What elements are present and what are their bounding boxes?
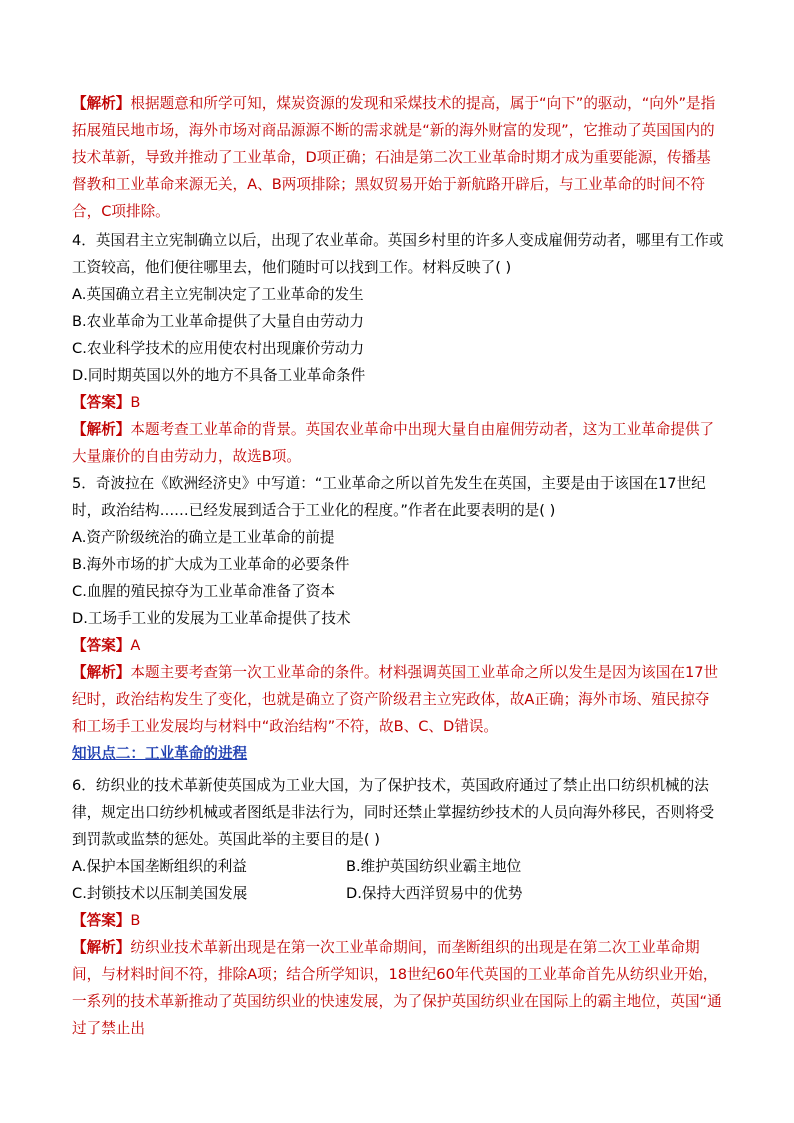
q5-option-c: C.血腥的殖民掠夺为工业革命准备了资本 (72, 583, 335, 600)
question-4-stem: 4．英国君主立宪制确立以后，出现了农业革命。英国乡村里的许多人变成雇佣劳动者，哪里有工作或工资较高，他们便往哪里去，他们随时可以找到工作。材料反映了( ) (72, 232, 724, 276)
answer-tag: 【答案】 (72, 394, 131, 411)
answer-value: B (130, 394, 141, 411)
q4-option-a: A.英国确立君主立宪制决定了工业革命的发生 (72, 286, 364, 303)
q4-option-d: D.同时期英国以外的地方不具备工业革命条件 (72, 367, 366, 384)
q5-option-a: A.资产阶级统治的确立是工业革命的前提 (72, 529, 335, 546)
analysis-block-q3 (72, 90, 724, 225)
analysis-tag: 【解析】 (72, 939, 131, 956)
question-5-stem: 5．奇波拉在《欧洲经济史》中写道：“工业革命之所以首先发生在英国，主要是由于该国在17世纪时，政治结构……已经发展到适合于工业化的程度。”作者在此要表明的是( ) (72, 475, 706, 519)
q6-option-a: A.保护本国垄断组织的利益 (72, 858, 247, 875)
question-6-stem: 6．纺织业的技术革新使英国成为工业大国，为了保护技术，英国政府通过了禁止出口纺织机械的法律，规定出口纺纱机械或者图纸是非法行为，同时还禁止掌握纺纱技术的人员向海外移民，否则将受到罚款或监禁的惩处。英国此举的主要目的是( ) (72, 777, 715, 848)
analysis-text: 本题考查工业革命的背景。英国农业革命中出现大量自由雇佣劳动者，这为工业革命提供了大量廉价的自由劳动力，故选B项。 (72, 421, 715, 465)
analysis-text: 纺织业技术革新出现是在第一次工业革命期间，而垄断组织的出现是在第二次工业革命期间，与材料时间不符，排除A项；结合所学知识，18世纪60年代英国的工业革命首先从纺织业开始，一系列的技术革新推动了英国纺织业的快速发展，为了保护英国纺织业在国际上的霸主地位，英国“通过了禁止出 (72, 939, 722, 1037)
answer-tag: 【答案】 (72, 912, 131, 929)
answer-tag: 【答案】 (72, 637, 131, 654)
q5-option-d: D.工场手工业的发展为工业革命提供了技术 (72, 610, 351, 627)
q6-option-b: B.维护英国纺织业霸主地位 (346, 858, 522, 875)
q5-analysis (72, 659, 724, 740)
answer-value: A (130, 637, 141, 654)
q6-option-c: C.封锁技术以压制美国发展 (72, 885, 248, 902)
q4-analysis (72, 416, 724, 470)
answer-value: B (130, 912, 141, 929)
analysis-tag: 【解析】 (72, 664, 131, 681)
analysis-text: 根据题意和所学可知，煤炭资源的发现和采煤技术的提高，属于“向下”的驱动，“向外”是指拓展殖民地市场，海外市场对商品源源不断的需求就是“新的海外财富的发现”，它推动了英国国内的技术革新，导致并推动了工业革命，D项正确；石油是第二次工业革命时期才成为重要能源，传播基督教和工业革命来源无关，A、B两项排除；黑奴贸易开始于新航路开辟后，与工业革命的时间不符合，C项排除。 (72, 95, 716, 220)
q4-option-c: C.农业科学技术的应用使农村出现廉价劳动力 (72, 340, 365, 357)
q5-answer (72, 632, 140, 659)
q6-option-d: D.保持大西洋贸易中的优势 (346, 885, 523, 902)
q4-option-b: B.农业革命为工业革命提供了大量自由劳动力 (72, 313, 364, 330)
q6-answer (72, 907, 140, 934)
analysis-tag: 【解析】 (72, 421, 131, 438)
analysis-tag: 【解析】 (72, 95, 131, 112)
q6-analysis (72, 934, 724, 1037)
analysis-text: 本题主要考查第一次工业革命的条件。材料强调英国工业革命之所以发生是因为该国在17世纪时，政治结构发生了变化，也就是确立了资产阶级君主立宪政体，故A正确；海外市场、殖民掠夺和工场手工业发展均与材料中“政治结构”不符，故B、C、D错误。 (72, 664, 719, 735)
q4-answer (72, 389, 140, 416)
q5-option-b: B.海外市场的扩大成为工业革命的必要条件 (72, 556, 350, 573)
section-heading: 知识点二：工业革命的进程 (72, 745, 248, 762)
